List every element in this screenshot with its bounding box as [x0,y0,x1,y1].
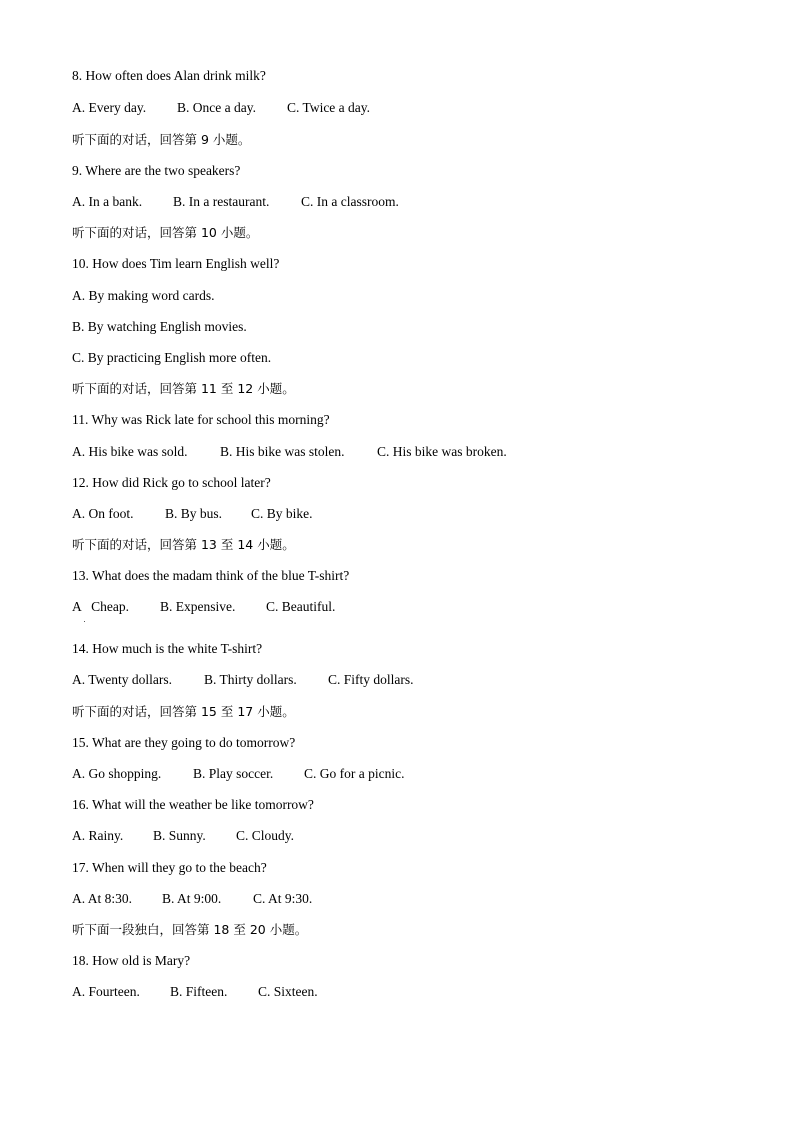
instruction-q18-20: 听下面一段独白，回答第 18 至 20 小题。 [72,922,308,937]
question-13-option-b: B. Expensive. [160,599,236,614]
question-18: 18. How old is Mary? [72,953,191,968]
question-10-option-c: C. By practicing English more often. [72,350,272,365]
question-9-option-b: B. In a restaurant. [173,194,270,209]
question-16-option-a: A. Rainy. [72,828,124,843]
question-12: 12. How did Rick go to school later? [72,475,271,490]
instruction-q10: 听下面的对话，回答第 10 小题。 [72,225,259,240]
question-13-option-a: A Cheap. [72,599,129,614]
question-11-option-a: A. His bike was sold. [72,444,188,459]
question-17-option-b: B. At 9:00. [162,891,222,906]
question-13: 13. What does the madam think of the blue T-shirt? [72,568,350,583]
question-8: 8. How often does Alan drink milk? [72,68,266,83]
question-18-option-c: C. Sixteen. [258,984,318,999]
question-12-option-c: C. By bike. [251,506,313,521]
instruction-q13-14: 听下面的对话，回答第 13 至 14 小题。 [72,537,295,552]
stray-mark [84,621,85,622]
question-8-option-c: C. Twice a day. [287,100,371,115]
question-10-option-b: B. By watching English movies. [72,319,247,334]
question-17-option-a: A. At 8:30. [72,891,133,906]
question-17: 17. When will they go to the beach? [72,860,267,875]
question-13-option-c: C. Beautiful. [266,599,336,614]
question-17-option-c: C. At 9:30. [253,891,313,906]
question-16-option-c: C. Cloudy. [236,828,295,843]
question-10: 10. How does Tim learn English well? [72,256,280,271]
question-8-option-b: B. Once a day. [177,100,256,115]
question-9: 9. Where are the two speakers? [72,163,241,178]
question-18-option-b: B. Fifteen. [170,984,228,999]
question-10-option-a: A. By making word cards. [72,288,215,303]
instruction-q11-12: 听下面的对话，回答第 11 至 12 小题。 [72,381,295,396]
question-9-option-a: A. In a bank. [72,194,143,209]
question-11-option-c: C. His bike was broken. [377,444,507,459]
question-16: 16. What will the weather be like tomorrow? [72,797,314,812]
question-15-option-c: C. Go for a picnic. [304,766,405,781]
question-15-option-b: B. Play soccer. [193,766,274,781]
question-9-option-c: C. In a classroom. [301,194,399,209]
question-11: 11. Why was Rick late for school this morning? [72,412,330,427]
question-14: 14. How much is the white T-shirt? [72,641,263,656]
question-18-option-a: A. Fourteen. [72,984,140,999]
question-14-option-c: C. Fifty dollars. [328,672,414,687]
question-12-option-b: B. By bus. [165,506,223,521]
instruction-q9: 听下面的对话，回答第 9 小题。 [72,132,251,147]
question-8-option-a: A. Every day. [72,100,147,115]
instruction-q15-17: 听下面的对话，回答第 15 至 17 小题。 [72,704,295,719]
question-15: 15. What are they going to do tomorrow? [72,735,296,750]
question-15-option-a: A. Go shopping. [72,766,162,781]
question-14-option-a: A. Twenty dollars. [72,672,173,687]
question-11-option-b: B. His bike was stolen. [220,444,345,459]
question-16-option-b: B. Sunny. [153,828,206,843]
question-12-option-a: A. On foot. [72,506,134,521]
question-14-option-b: B. Thirty dollars. [204,672,297,687]
